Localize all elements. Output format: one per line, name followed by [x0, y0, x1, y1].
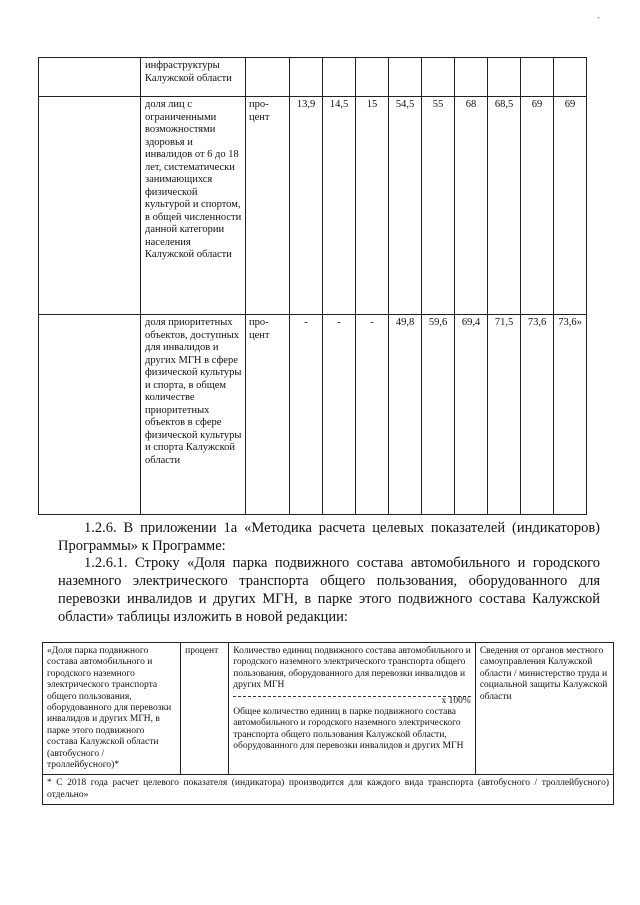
value-cell: 55: [422, 97, 455, 315]
value-cell: 13,9: [290, 97, 323, 315]
value-cell: 73,6: [521, 315, 554, 515]
methodology-footnote: * С 2018 года расчет целевого показателя (индикатора) производится для каждого вида транспорта (автобусного / троллейбусного) отдельно»: [43, 775, 614, 805]
table-row: [39, 97, 587, 315]
formula-numerator: Количество единиц подвижного состава автомобильного и городского наземного электрического транспорта общего пользования, оборудованного для перевозки инвалидов и других МГН: [233, 646, 471, 691]
value-cell: 68,5: [488, 97, 521, 315]
value-cell: [389, 58, 422, 97]
value-cell: [422, 58, 455, 97]
empty-cell: [39, 315, 141, 515]
value-cell: 71,5: [488, 315, 521, 515]
methodology-indicator: «Доля парка подвижного состава автомобильного и городского наземного электрического транспорта общего пользования, оборудованного для перевозки инвалидов и других МГН, в парке этого подвижного состава Калужской области (автобусного / троллейбусного)*: [43, 643, 181, 775]
empty-cell: [39, 58, 141, 97]
table-row: [43, 775, 614, 805]
value-cell: [488, 58, 521, 97]
value-cell: 15: [356, 97, 389, 315]
value-cell: -: [290, 315, 323, 515]
value-cell: 69,4: [455, 315, 488, 515]
indicator-description: инфраструктуры Калужской области: [141, 58, 246, 97]
table-row: [43, 643, 614, 775]
value-cell: 49,8: [389, 315, 422, 515]
empty-cell: [39, 97, 141, 315]
value-cell: [554, 58, 587, 97]
unit-cell: про-цент: [246, 97, 290, 315]
table-row: [39, 58, 587, 97]
methodology-formula: [229, 643, 476, 775]
table-row: [39, 315, 587, 515]
indicator-description: доля приоритетных объектов, доступных для инвалидов и других МГН в сфере физической культуры и спорта, в общем количестве приоритетных объектов в сфере физической культуры и спорта Калужской области: [141, 315, 246, 515]
value-cell: [521, 58, 554, 97]
value-cell: [356, 58, 389, 97]
value-cell: 54,5: [389, 97, 422, 315]
value-cell: -: [356, 315, 389, 515]
methodology-table: [42, 642, 614, 805]
value-cell: 68: [455, 97, 488, 315]
indicator-table: [38, 57, 587, 515]
page-mark: -: [597, 12, 600, 22]
value-cell: [455, 58, 488, 97]
value-cell: 69: [554, 97, 587, 315]
value-cell: [290, 58, 323, 97]
value-cell: -: [323, 315, 356, 515]
indicator-description: доля лиц с ограниченными возможностями здоровья и инвалидов от 6 до 18 лет, систематически занимающихся физической культурой и спортом, в общей численности данной категории населения Калужской области: [141, 97, 246, 315]
methodology-source: Сведения от органов местного самоуправления Калужской области / министерство труда и социальной защиты Калужской области: [475, 643, 613, 775]
value-cell: 73,6»: [554, 315, 587, 515]
value-cell: 69: [521, 97, 554, 315]
paragraph-1-2-6-1: 1.2.6.1. Строку «Доля парка подвижного состава автомобильного и городского наземного электрического транспорта общего пользования, оборудованного для перевозки инвалидов и других МГН, в парке этого подвижного состава Калужской области» таблицы изложить в новой редакции:: [58, 555, 600, 625]
unit-cell: про-цент: [246, 315, 290, 515]
value-cell: 59,6: [422, 315, 455, 515]
formula-denominator: Общее количество единиц в парке подвижного состава автомобильного и городского наземного электрического транспорта общего пользования Калужской области, оборудованного для перевозки инвалидов и других МГН: [233, 707, 464, 752]
methodology-unit: процент: [181, 643, 229, 775]
fraction-line: [233, 696, 471, 697]
value-cell: [323, 58, 356, 97]
value-cell: 14,5: [323, 97, 356, 315]
paragraph-1-2-6: 1.2.6. В приложении 1а «Методика расчета целевых показателей (индикаторов) Программы» к Программе:: [58, 520, 600, 554]
formula-multiplier: x 100%: [441, 695, 471, 706]
unit-cell: [246, 58, 290, 97]
